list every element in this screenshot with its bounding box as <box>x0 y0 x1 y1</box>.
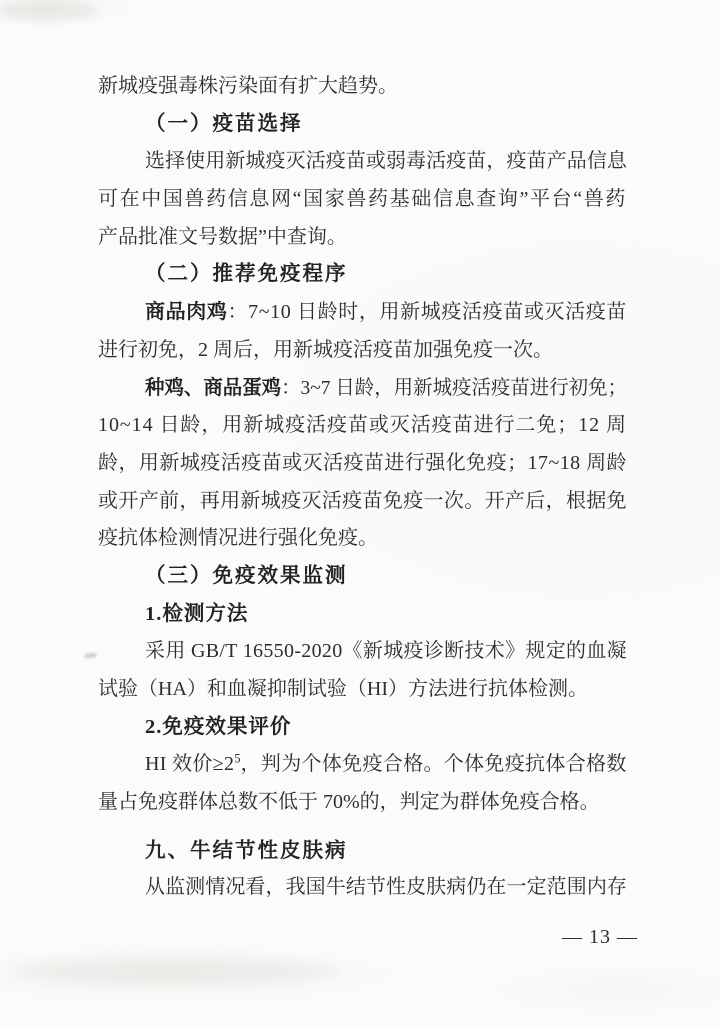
text-line-content: 龄，用新城疫活疫苗或灭活疫苗进行强化免疫；17~18 周龄 <box>98 451 627 474</box>
text-line <box>98 407 627 445</box>
text-line <box>98 68 627 106</box>
text-line-content: （一）疫苗选择 <box>145 112 303 135</box>
text-line <box>98 143 627 181</box>
text-line-content: 1.检测方法 <box>145 602 249 625</box>
text-line-content: （二）推荐免疫程序 <box>145 263 348 286</box>
text-line-content: （三）免疫效果监测 <box>145 564 348 587</box>
text-line <box>98 294 627 332</box>
text-line <box>98 332 627 370</box>
text-line <box>98 784 627 822</box>
text-line <box>98 596 627 634</box>
text-line-content: 2.免疫效果评价 <box>145 715 292 738</box>
scan-artifact-top-left <box>0 0 96 22</box>
text-line-content: 可在中国兽药信息网“国家兽药基础信息查询”平台“兽药 <box>98 188 627 211</box>
text-line <box>98 869 627 907</box>
text-line <box>98 558 627 596</box>
text-line <box>98 370 627 408</box>
text-line <box>98 671 627 709</box>
text-line-content: HI 效价$\ge 2^5$，判为个体免疫合格。个体免疫抗体合格数 <box>145 751 627 776</box>
page-number: — 13 — <box>562 926 638 948</box>
text-line-content: 产品批准文号数据”中查询。 <box>98 225 347 248</box>
text-line-content: 10~14 日龄，用新城疫活疫苗或灭活疫苗进行二免；12 周 <box>98 414 627 437</box>
text-line-content: 九、牛结节性皮肤病 <box>145 838 348 862</box>
text-line <box>98 256 627 294</box>
text-line <box>98 709 627 747</box>
text-line-content: 进行初免，2 周后，用新城疫活疫苗加强免疫一次。 <box>98 338 553 361</box>
text-line-content: 疫抗体检测情况进行强化免疫。 <box>98 527 378 550</box>
text-line <box>98 746 627 784</box>
text-line-content: 试验（HA）和血凝抑制试验（HI）方法进行抗体检测。 <box>98 678 588 700</box>
text-line <box>98 106 627 144</box>
text-line-content: 选择使用新城疫灭活疫苗或弱毒活疫苗，疫苗产品信息 <box>145 150 627 173</box>
text-line-content: 从监测情况看，我国牛结节性皮肤病仍在一定范围内存 <box>145 876 627 899</box>
text-line <box>98 483 627 521</box>
text-line <box>98 181 627 219</box>
text-line <box>98 832 627 870</box>
text-line-content: 或开产前，再用新城疫灭活疫苗免疫一次。开产后，根据免 <box>98 489 627 512</box>
text-line <box>98 219 627 257</box>
text-line <box>98 445 627 483</box>
text-line <box>98 520 627 558</box>
scan-artifact-margin <box>84 652 98 659</box>
text-line-content: 新城疫强毒株污染面有扩大趋势。 <box>98 75 398 97</box>
text-line <box>98 633 627 671</box>
text-line-content: 商品肉鸡：7~10 日龄时，用新城疫活疫苗或灭活疫苗 <box>145 301 628 324</box>
scan-artifact-bottom <box>10 958 340 984</box>
text-line-content: 种鸡、商品蛋鸡：3~7 日龄，用新城疫活疫苗进行初免； <box>145 376 627 399</box>
text-line-content: 采用 GB/T 16550-2020《新城疫诊断技术》规定的血凝 <box>145 640 627 663</box>
text-line-content: 量占免疫群体总数不低于 70%的，判定为群体免疫合格。 <box>98 791 600 814</box>
document-lines <box>98 68 627 907</box>
